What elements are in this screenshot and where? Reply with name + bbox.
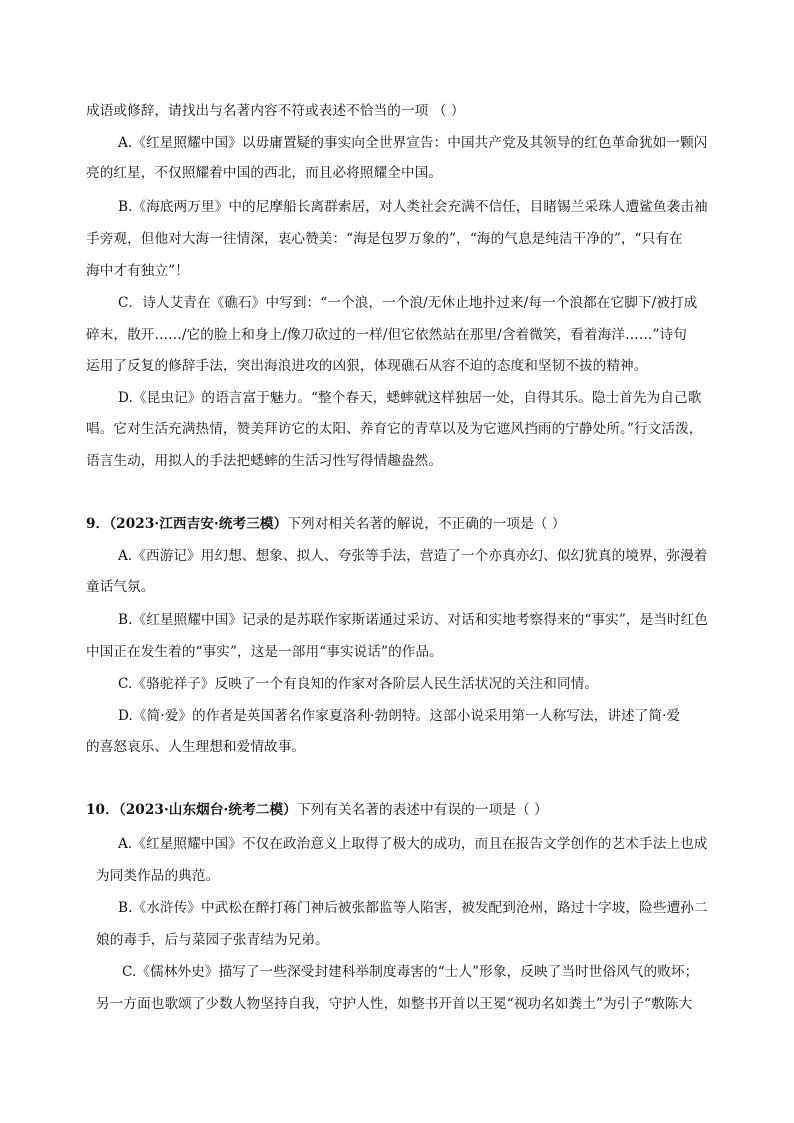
q9-option-d-line2: 的喜怒哀乐、人生理想和爱情故事。: [86, 739, 306, 755]
q10-option-b-line2: 娘的毒手，后与菜园子张青结为兄弟。: [96, 932, 329, 948]
q8-option-c-line2: 碎末，散开……/它的脸上和身上/像刀砍过的一样/但它依然站在那里/含着微笑，看着海洋……”诗句: [86, 327, 687, 343]
q8-option-d-line1: D.《昆虫记》的语言富于魅力。“整个春天，蟋蟀就这样独居一处，自得其乐。隐士首先为自己歌: [118, 390, 702, 406]
q8-option-d-line3: 语言生动，用拟人的手法把蟋蟀的生活习性写得情趣盎然。: [86, 453, 443, 469]
q9-option-c-line1: C.《骆驼祥子》反映了一个有良知的作家对各阶层人民生活状况的关注和同情。: [118, 676, 599, 692]
q9-option-a-line2: 童话气氛。: [86, 579, 155, 595]
q10-option-a-line1: A.《红星照耀中国》不仅在政治意义上取得了极大的成功，而且在报告文学创作的艺术手法上也成: [118, 836, 708, 852]
q10-option-c-line1: C.《儒林外史》描写了一些深受封建科举制度毒害的“士人”形象，反映了当时世俗风气的败坏；: [122, 964, 699, 980]
q10-option-a-line2: 为同类作品的典范。: [96, 868, 220, 884]
q9-option-a-line1: A.《西游记》用幻想、想象、拟人、夸张等手法，营造了一个亦真亦幻、似幻犹真的境界，弥漫着: [118, 548, 708, 564]
q8-option-c-line1: C．诗人艾青在《礁石》中写到：“一个浪，一个浪/无休止地扑过来/每一个浪都在它脚下/被打成: [118, 295, 698, 311]
q8-option-b-line3: 海中才有独立”！: [86, 263, 189, 279]
q9-option-b-line1: B.《红星照耀中国》记录的是苏联作家斯诺通过采访、对话和实地考察得来的“事实”，是当时红色: [118, 612, 709, 628]
question-8-stem-tail: 成语或修辞，请找出与名著内容不符或表述不恰当的一项 （ ）: [86, 103, 465, 119]
q8-option-a-line1: A.《红星照耀中国》以毋庸置疑的事实向全世界宣告：中国共产党及其领导的红色革命犹如一颗闪: [118, 135, 708, 151]
q8-option-b-line2: 手旁观，但他对大海一往情深，衷心赞美：“海是包罗万象的”，“海的气息是纯洁干净的”，“只有在: [86, 231, 683, 247]
question-10-text: 下列有关名著的表述中有误的一项是（ ）: [296, 802, 548, 818]
question-9-stem: [86, 514, 794, 534]
question-9-source: （2023·江西吉安·统考三模）: [109, 516, 288, 532]
q8-option-c-line3: 运用了反复的修辞手法，突出海浪进攻的凶狠，体现礁石从容不迫的态度和坚韧不拔的精神。: [86, 358, 648, 374]
q9-option-d-line1: D.《简·爱》的作者是英国著名作家夏洛利·勃朗特。这部小说采用第一人称写法，讲述了简·爱: [118, 708, 681, 724]
q8-option-a-line2: 亮的红星，不仅照耀着中国的西北，而且必将照耀全中国。: [86, 165, 443, 181]
q8-option-b-line1: B.《海底两万里》中的尼摩船长离群索居，对人类社会充满不信任，目睹锡兰采珠人遭鲨鱼袭击袖: [118, 199, 708, 215]
question-10-number: 10．: [86, 802, 119, 818]
question-9-number: 9．: [86, 516, 110, 532]
question-9-text: 下列对相关名著的解说，不正确的一项是（ ）: [287, 516, 566, 532]
q8-option-d-line2: 唱。它对生活充满热情，赞美拜访它的太阳、养育它的青草以及为它遮风挡雨的宁静处所。”行文活泼，: [86, 421, 703, 437]
q10-option-c-line2: 另一方面也歌颂了少数人物坚持自我，守护人性，如整书开首以王冕“视功名如粪土”为引子“敷陈大: [96, 996, 693, 1012]
question-10-source: （2023·山东烟台·统考二模）: [118, 802, 297, 818]
q9-option-b-line2: 中国正在发生着的“事实”，这是一部用“事实说话”的作品。: [86, 644, 443, 660]
question-10-stem: [86, 800, 794, 820]
q10-option-b-line1: B.《水浒传》中武松在醉打蒋门神后被张都监等人陷害，被发配到沧州，路过十字坡，险些遭孙二: [118, 900, 708, 916]
